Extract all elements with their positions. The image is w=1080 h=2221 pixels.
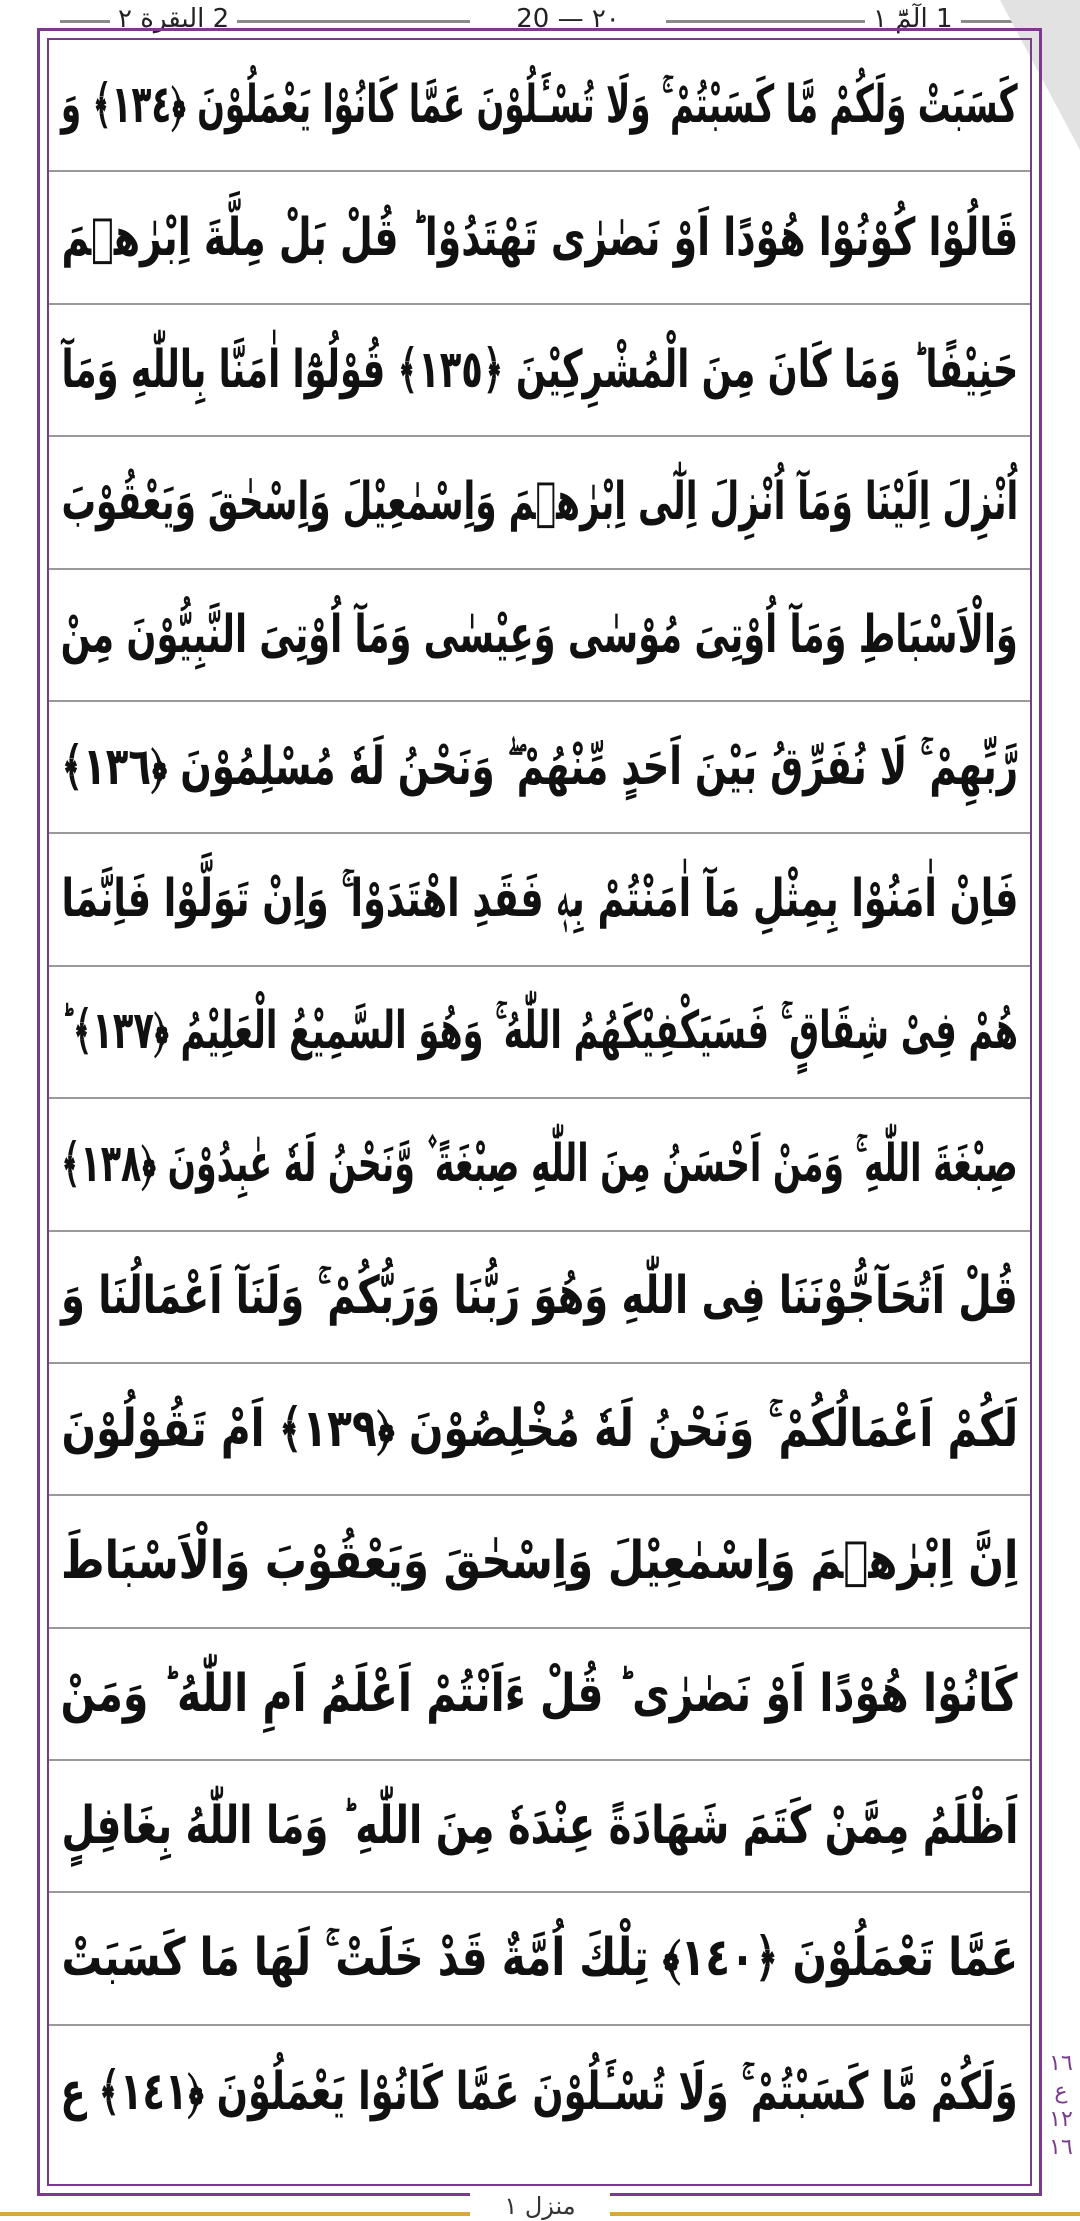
text-line: [49, 1629, 1030, 1761]
line-text: عَمَّا تَعْمَلُوْنَ ﴿١٤٠﴾ تِلْكَ اُمَّةٌ قَدْ خَلَتْ ۚ لَهَا مَا كَسَبَتْ: [61, 1928, 1018, 1989]
text-line: [49, 437, 1030, 569]
text-line: [49, 1893, 1030, 2025]
text-line: [49, 1099, 1030, 1231]
line-text: كَسَبَتْ وَلَكُمْ مَّا كَسَبْتُمْ ۚ وَلَا تُسْـَٔلُوْنَ عَمَّا كَانُوْا يَعْمَلُوْنَ ﴿١٣٤﴾ وَ: [61, 74, 1018, 135]
quran-text-block: [49, 40, 1030, 2158]
line-text: فَاِنْ اٰمَنُوْا بِمِثْلِ مَآ اٰمَنْتُمْ بِهٖ فَقَدِ اهْتَدَوْا ۚ وَاِنْ تَوَلَّوْا فَاِنَّمَا: [61, 869, 1018, 930]
line-text: وَلَكُمْ مَّا كَسَبْتُمْ ۚ وَلَا تُسْـَٔلُوْنَ عَمَّا كَانُوْا يَعْمَلُوْنَ ﴿١٤١﴾ ع: [60, 2061, 1019, 2122]
line-text: وَالْاَسْبَاطِ وَمَآ اُوْتِىَ مُوْسٰى وَعِيْسٰى وَمَآ اُوْتِىَ النَّبِيُّوْنَ مِنْ: [60, 604, 1019, 665]
line-text: هُمْ فِىْ شِقَاقٍ ۚ فَسَيَكْفِيْكَهُمُ اللّٰهُ ۚ وَهُوَ السَّمِيْعُ الْعَلِيْمُ ﴿١٣٧﴾ ؕ: [60, 1001, 1019, 1062]
text-line: [49, 1364, 1030, 1496]
text-line: [49, 702, 1030, 834]
text-line: [49, 2026, 1030, 2158]
para-name: 1 الٓمّٓ ١: [865, 0, 961, 38]
text-line: [49, 967, 1030, 1099]
text-line: [49, 1232, 1030, 1364]
text-line: [49, 834, 1030, 966]
text-line: [49, 40, 1030, 172]
surah-name: 2 البقرة ٢: [110, 0, 237, 38]
line-text: حَنِيْفًا ؕ وَمَا كَانَ مِنَ الْمُشْرِكِيْنَ ﴿١٣٥﴾ قُوْلُوْٓا اٰمَنَّا بِاللّٰهِ وَمَآ: [61, 339, 1018, 400]
manzil-label: منزل ١: [470, 2192, 610, 2220]
text-line: [49, 305, 1030, 437]
line-text: اِنَّ اِبْرٰهٖمَ وَاِسْمٰعِيْلَ وَاِسْحٰقَ وَيَعْقُوْبَ وَالْاَسْبَاطَ: [60, 1531, 1019, 1592]
line-text: رَّبِّهِمْ ۚ لَا نُفَرِّقُ بَيْنَ اَحَدٍ مِّنْهُمْ ۖ وَنَحْنُ لَهٗ مُسْلِمُوْنَ ﴿١٣٦﴾: [61, 736, 1018, 797]
text-line: [49, 1496, 1030, 1628]
text-line: [49, 172, 1030, 304]
page-number: ٢٠ — 20: [470, 0, 666, 38]
line-text: قَالُوْا كُوْنُوْا هُوْدًا اَوْ نَصٰرٰى تَهْتَدُوْا ؕ قُلْ بَلْ مِلَّةَ اِبْرٰهٖمَ: [61, 207, 1018, 268]
text-line: [49, 570, 1030, 702]
line-text: اُنْزِلَ اِلَيْنَا وَمَآ اُنْزِلَ اِلٰٓى اِبْرٰهٖمَ وَاِسْمٰعِيْلَ وَاِسْحٰقَ وَيَعْقُوْبَ: [61, 472, 1018, 533]
text-line: [49, 1761, 1030, 1893]
line-text: قُلْ اَتُحَآجُّوْنَنَا فِى اللّٰهِ وَهُوَ رَبُّنَا وَرَبُّكُمْ ۚ وَلَنَآ اَعْمَالُنَا وَ: [61, 1266, 1018, 1327]
ruku-marker: ١٦ ع ١٢ ١٦: [1049, 2051, 1073, 2160]
line-text: اَظْلَمُ مِمَّنْ كَتَمَ شَهَادَةً عِنْدَهٗ مِنَ اللّٰهِ ؕ وَمَا اللّٰهُ بِغَافِلٍ: [61, 1796, 1018, 1857]
line-text: كَانُوْا هُوْدًا اَوْ نَصٰرٰى ؕ قُلْ ءَاَنْتُمْ اَعْلَمُ اَمِ اللّٰهُ ؕ وَمَنْ: [60, 1663, 1019, 1724]
line-text: لَكُمْ اَعْمَالُكُمْ ۚ وَنَحْنُ لَهٗ مُخْلِصُوْنَ ﴿١٣٩﴾ اَمْ تَقُوْلُوْنَ: [61, 1398, 1018, 1459]
line-text: صِبْغَةَ اللّٰهِ ۚ وَمَنْ اَحْسَنُ مِنَ اللّٰهِ صِبْغَةً ۫ وَّنَحْنُ لَهٗ عٰبِدُوْنَ ﴿١٣٨﴾: [61, 1133, 1018, 1194]
